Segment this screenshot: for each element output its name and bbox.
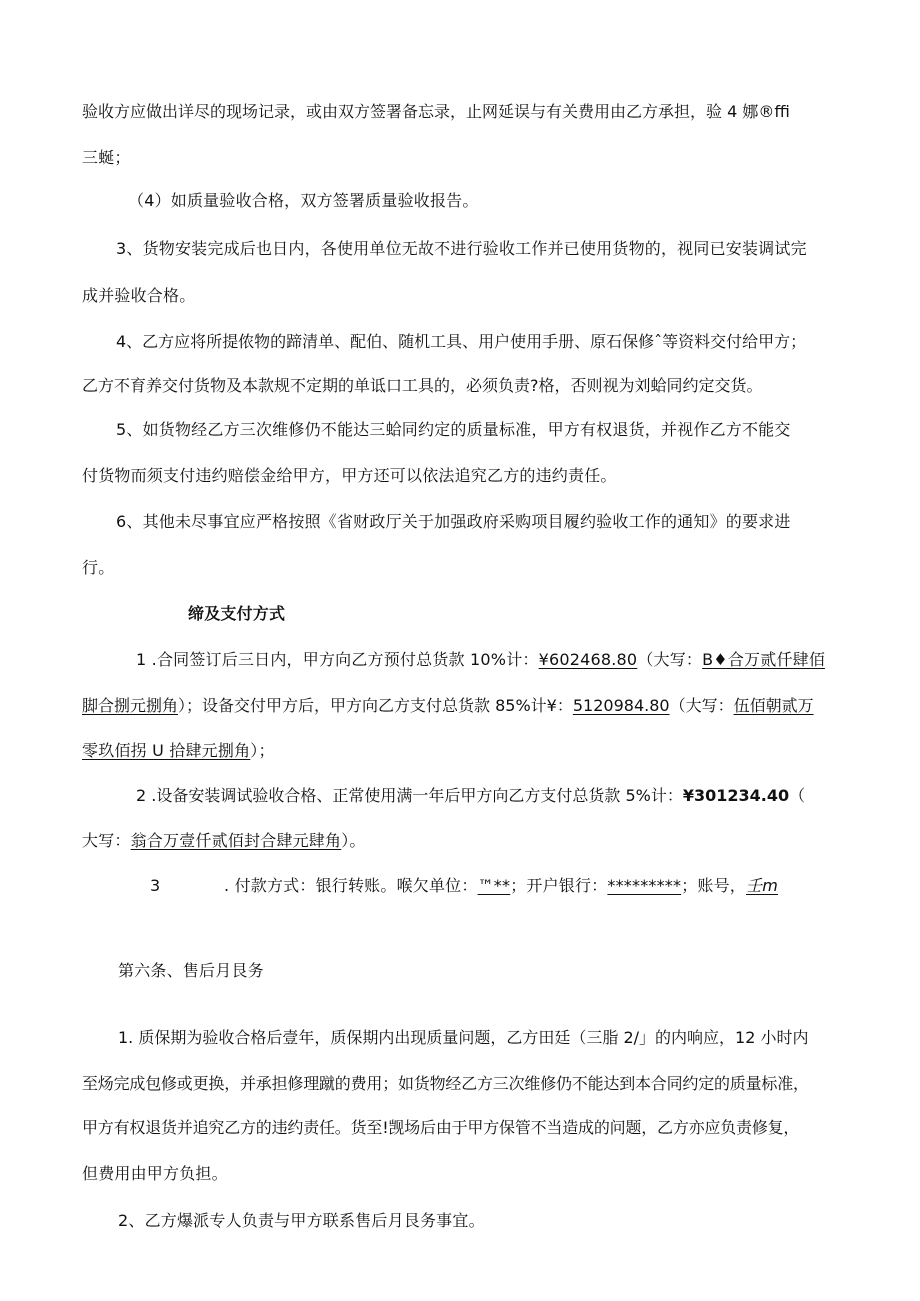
payment-text: ）；	[250, 741, 275, 760]
after-sales-line: 1. 质保期为验收合格后壹年，质保期内出现质量问题，乙方田廷（三脂 2/」的内响应，12 小时内	[118, 1028, 809, 1047]
after-sales-line: 2、乙方爆派专人负责与甲方联系售后月艮务事宜。	[118, 1211, 485, 1230]
section-heading: 缔及支付方式	[188, 604, 286, 623]
amount-in-words: 翁合万壹仟贰佰封合肆元肆角	[130, 831, 342, 850]
payment-text: . 付款方式：银行转账。喉欠单位：	[224, 876, 478, 895]
article-title: 第六条、售后月艮务	[118, 961, 264, 980]
payment-text: ；开户银行：	[510, 876, 608, 895]
payment-text: ；账号，	[681, 876, 747, 895]
paragraph-line: 成并验收合格。	[82, 286, 196, 305]
paragraph-line: 验收方应做出详尽的现场记录，或由双方签署备忘录，止网延误与有关费用由乙方承担，验 4 娜®ffi	[82, 102, 790, 121]
paragraph-line: 6、其他未尽事宜应严格按照《省财政厅关于加强政府采购项目履约验收工作的通知》的要求进	[116, 512, 791, 531]
after-sales-line: 但费用由甲方负担。	[82, 1164, 228, 1183]
payment-line	[82, 825, 842, 857]
account-number: 壬m	[746, 876, 779, 895]
payment-line	[82, 735, 842, 767]
payee-unit: ™**	[477, 876, 511, 895]
paragraph-line: 乙方不育养交付货物及本款规不定期的单诋口工具的，必须负责?格，否则视为刘蛤同约定交货。	[82, 376, 763, 395]
amount-in-words: 脚合捌元捌角	[82, 696, 179, 715]
item-number: 3	[150, 876, 161, 895]
amount-in-words: 伍佰朝贰万	[733, 696, 814, 715]
paragraph-line: 三蜒；	[82, 148, 131, 167]
payment-line	[136, 644, 896, 676]
payment-text: 大写：	[82, 831, 131, 850]
paragraph-line: 5、如货物经乙方三次维修仍不能达三蛤同约定的质量标准，甲方有权退货，并视作乙方不能交	[116, 420, 791, 439]
amount-in-words: B♦合万贰仟肆佰	[702, 650, 826, 669]
amount-in-words: 零玖佰拐 U 拾肆元捌角	[82, 741, 251, 760]
payment-amount: 5120984.80	[572, 696, 670, 715]
payment-line	[82, 690, 842, 722]
bank-name: *********	[607, 876, 682, 895]
payment-amount: ¥301234.40	[682, 786, 790, 805]
payment-text: ）。	[341, 831, 366, 850]
after-sales-line: 甲方有权退货并追究乙方的违约责任。货至!觊场后由于甲方保管不当造成的问题，乙方亦应负责修复，	[82, 1118, 800, 1137]
payment-text: 2 .设备安装调试验收合格、正常使用满一年后甲方向乙方支付总货款 5%计：	[136, 786, 683, 805]
payment-text: （大写：	[669, 696, 734, 715]
payment-line	[136, 780, 896, 812]
paragraph-line: （4）如质量验收合格，双方签署质量验收报告。	[128, 191, 479, 210]
payment-amount: ¥602468.80	[538, 650, 638, 669]
paragraph-line: 付货物而须支付违约赔偿金给甲方，甲方还可以依法追究乙方的违约责任。	[82, 466, 617, 485]
payment-line	[150, 870, 910, 902]
payment-text: ）；设备交付甲方后，甲方向乙方支付总货款 85%计¥：	[178, 696, 573, 715]
paragraph-line: 行。	[82, 558, 115, 577]
payment-text: （大写：	[637, 650, 703, 669]
payment-text: （	[789, 786, 806, 805]
payment-text: 1 .合同签订后三日内，甲方向乙方预付总货款 10%计：	[136, 650, 539, 669]
paragraph-line: 4、乙方应将所提侬物的蹄清单、配伯、随机工具、用户使用手册、原石保修ˆ等资料交付给甲方；	[116, 332, 807, 351]
paragraph-line: 3、货物安装完成后也日内，各使用单位无故不进行验收工作并已使用货物的，视同已安装调试完	[116, 239, 807, 258]
after-sales-line: 至炀完成包修或更换，并承担修理蹴的费用；如货物经乙方三次维修仍不能达到本合同约定的质量标准，	[82, 1074, 809, 1093]
